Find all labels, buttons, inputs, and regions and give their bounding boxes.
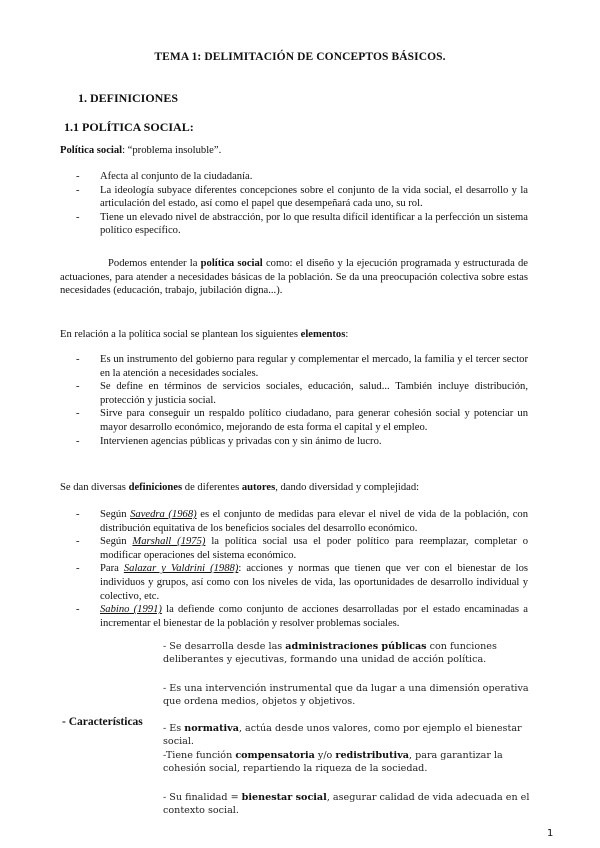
intro-bold: elementos bbox=[300, 329, 346, 340]
char-bold: normativa bbox=[184, 723, 239, 734]
author-prefix: Según bbox=[100, 509, 131, 520]
intro-text: de diferentes bbox=[182, 482, 242, 493]
char-text: -Tiene función bbox=[163, 750, 236, 761]
paragraph-bold: política social bbox=[200, 258, 263, 269]
page-number: 1 bbox=[547, 828, 554, 839]
author-text: la defiende como conjunto de acciones desarrolladas por el estado encaminadas a incrementar el bienestar de la población y resolver problemas sociales. bbox=[100, 604, 528, 629]
char-text: y/o bbox=[314, 750, 336, 761]
char-text: - Se desarrolla desde las bbox=[163, 641, 286, 652]
author-name: Salazar y Valdrini (1988) bbox=[123, 563, 239, 575]
list-item: - Intervienen agencias públicas y privadas con y sin ánimo de lucro. bbox=[72, 435, 528, 449]
list-item: - La ideología subyace diferentes concepciones sobre el conjunto de la vida social, el desarrollo y la articulación del estado, así como el papel que desempeñará cada uno, su rol. bbox=[72, 184, 528, 211]
section-heading-definiciones: 1. DEFINICIONES bbox=[78, 91, 179, 105]
document-title: TEMA 1: DELIMITACIÓN DE CONCEPTOS BÁSICOS. bbox=[154, 51, 446, 63]
author-prefix: Para bbox=[100, 563, 124, 575]
intro-bold: autores bbox=[241, 482, 276, 493]
subsection-heading-politica-social: 1.1 POLÍTICA SOCIAL: bbox=[64, 120, 194, 134]
list-item: - Afecta al conjunto de la ciudadanía. bbox=[72, 170, 528, 184]
author-item bbox=[72, 535, 528, 562]
char-bold: compensatoria bbox=[235, 750, 315, 761]
char-text: - Su finalidad = bbox=[163, 792, 242, 803]
char-bold: administraciones públicas bbox=[285, 641, 427, 652]
list-item: - Es un instrumento del gobierno para regular y complementar el mercado, la familia y el tercer sector en la atención a necesidades sociales. bbox=[72, 353, 528, 380]
char-text: - Es bbox=[163, 723, 185, 734]
paragraph-text: Podemos entender la bbox=[108, 258, 201, 269]
characteristics-item bbox=[163, 640, 533, 666]
intro-bold: definiciones bbox=[128, 482, 183, 493]
char-text: con funciones deliberantes y ejecutivas, formando una unidad de acción política. bbox=[163, 641, 497, 665]
list-item: - Se define en términos de servicios sociales, educación, salud... También incluye distribución, protección y justicia social. bbox=[72, 380, 528, 407]
author-text: : acciones y normas que tienen que ver con el bienestar de los individuos y grupos, así como con los niveles de vida, las oportunidades de desarrollo individual y colectivo, etc. bbox=[100, 563, 528, 602]
list-item: - Tiene un elevado nivel de abstracción, por lo que resulta difícil identificar a la perfección un sistema político específico. bbox=[72, 211, 528, 238]
bullet-list-authors bbox=[72, 508, 528, 630]
characteristics-item bbox=[163, 749, 533, 775]
characteristics-label: - Características bbox=[62, 716, 143, 728]
list-item: - Sirve para conseguir un respaldo político ciudadano, para generar cohesión social y potenciar un mayor desarrollo económico, mejorando de esta forma el capital y el empleo. bbox=[72, 407, 528, 434]
intro-text: En relación a la política social se plantean los siguientes bbox=[60, 329, 301, 340]
char-text: , asegurar calidad de vida adecuada en el contexto social. bbox=[163, 792, 530, 816]
author-prefix: Según bbox=[100, 536, 133, 548]
author-item bbox=[72, 562, 528, 603]
author-text: la política social usa el poder político para reemplazar, completar o modificar operaciones del sistema económico. bbox=[100, 536, 528, 561]
author-name: Sabino (1991) bbox=[100, 604, 162, 616]
paragraph-text: como: el diseño y la ejecución programada y estructurada de actuaciones, para atender a necesidades básicas de la población. Se da una preocupación colectiva sobre estas necesidades (educación, trabajo, jubilación digna...). bbox=[60, 258, 529, 297]
elements-intro bbox=[60, 328, 348, 342]
char-text: , para garantizar la cohesión social, repartiendo la riqueza de la sociedad. bbox=[163, 750, 503, 774]
characteristics-item bbox=[163, 791, 533, 817]
bullet-list-features bbox=[72, 170, 528, 238]
definitions-intro bbox=[60, 481, 419, 495]
characteristics-item bbox=[163, 722, 533, 748]
author-item bbox=[72, 508, 528, 535]
definition-text: : “problema insoluble”. bbox=[122, 145, 222, 156]
char-text: , actúa desde unos valores, como por ejemplo el bienestar social. bbox=[163, 723, 522, 747]
bullet-list-elements bbox=[72, 353, 528, 448]
char-text: - Es una intervención instrumental que da lugar a una dimensión operativa que ordena medios, objetos y objetivos. bbox=[163, 683, 529, 707]
author-name: Marshall (1975) bbox=[132, 536, 206, 548]
author-name: Savedra (1968) bbox=[130, 509, 197, 520]
intro-text: , dando diversidad y complejidad: bbox=[275, 482, 420, 493]
intro-text: Se dan diversas bbox=[60, 482, 129, 493]
paragraph-definition bbox=[60, 257, 528, 298]
char-bold: redistributiva bbox=[335, 750, 409, 761]
characteristics-item bbox=[163, 682, 533, 708]
definition-term: Política social bbox=[60, 145, 123, 156]
intro-text: : bbox=[345, 329, 349, 340]
author-item bbox=[72, 603, 528, 630]
definition-line bbox=[60, 144, 221, 158]
char-bold: bienestar social bbox=[241, 792, 327, 803]
author-text: es el conjunto de medidas para elevar el nivel de vida de la población, con distribución equitativa de los beneficios sociales del desarrollo económico. bbox=[100, 509, 529, 534]
